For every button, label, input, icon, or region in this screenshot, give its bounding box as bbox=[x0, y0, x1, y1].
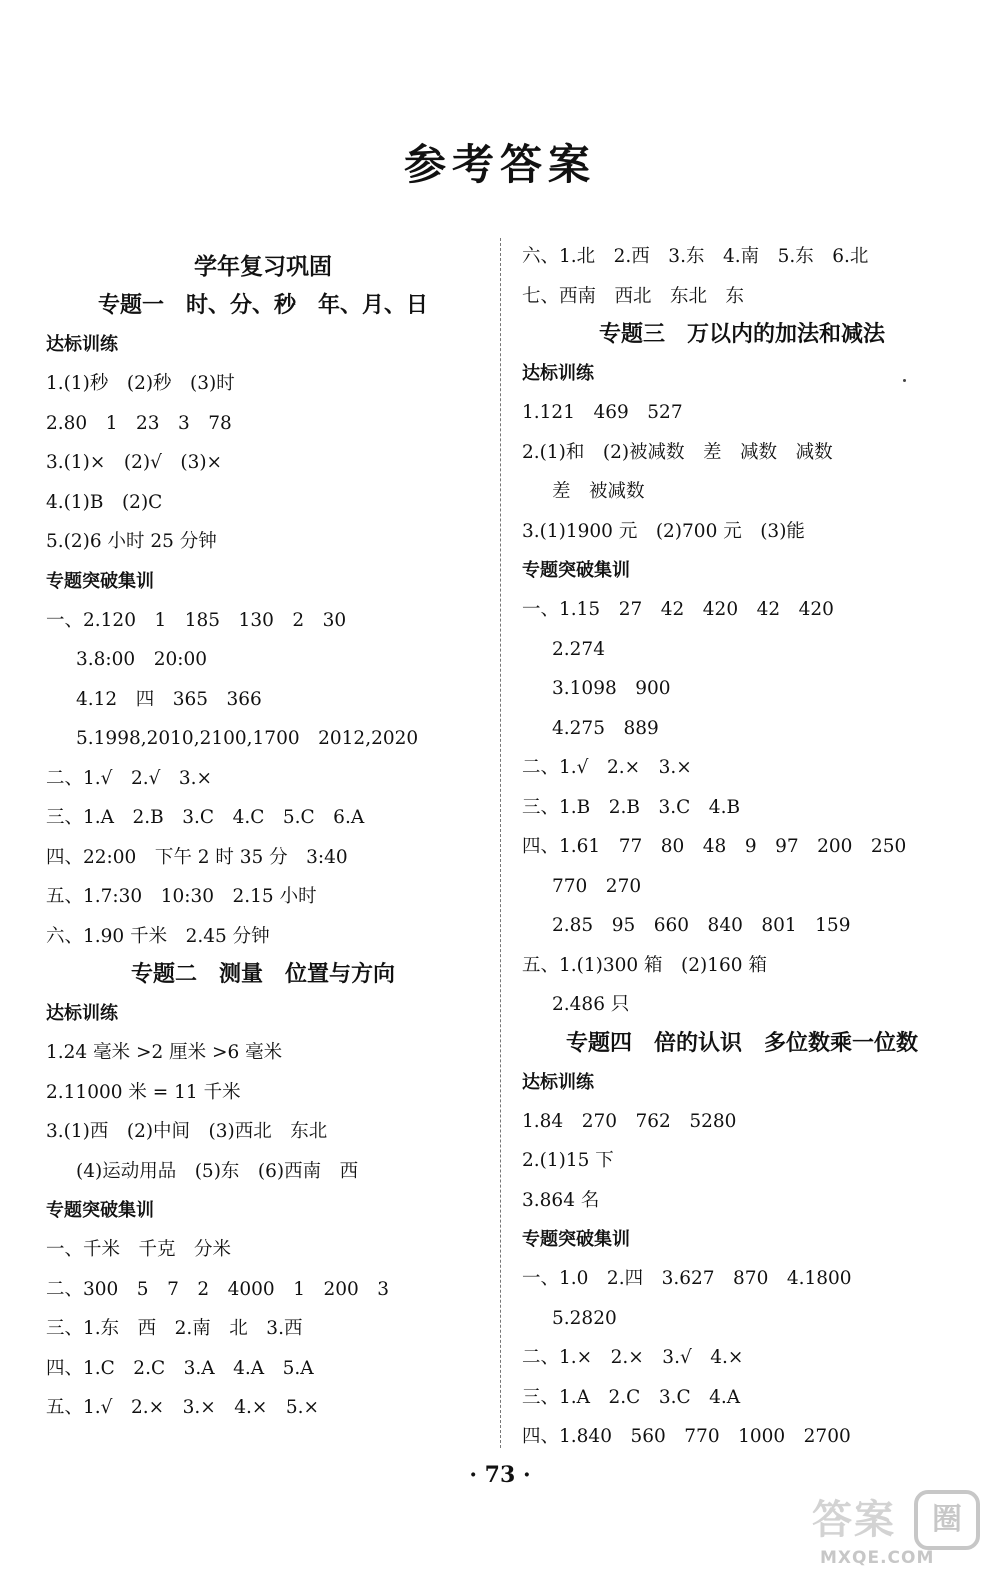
answer-line: 三、1.A 2.C 3.C 4.A bbox=[522, 1386, 741, 1408]
answer-line: (4)运动用品 (5)东 (6)西南 西 bbox=[76, 1160, 359, 1182]
answer-line: 1.84 270 762 5280 bbox=[522, 1110, 737, 1132]
answer-line: 二、1.× 2.× 3.√ 4.× bbox=[522, 1347, 744, 1368]
answer-line: 3.1098 900 bbox=[552, 678, 671, 699]
answer-line: 一、1.0 2.四 3.627 870 4.1800 bbox=[522, 1268, 852, 1289]
column-divider bbox=[500, 238, 501, 1448]
answer-line: 1.24 毫米 >2 厘米 >6 毫米 bbox=[46, 1042, 283, 1063]
answer-line: 六、1.北 2.西 3.东 4.南 5.东 6.北 bbox=[522, 246, 869, 267]
answer-line: 三、1.A 2.B 3.C 4.C 5.C 6.A bbox=[46, 807, 365, 828]
answer-line: 5.1998,2010,2100,1700 2012,2020 bbox=[76, 728, 419, 749]
answer-line: 一、1.15 27 42 420 42 420 bbox=[522, 599, 834, 620]
answer-line: 三、1.东 西 2.南 北 3.西 bbox=[46, 1318, 303, 1339]
answer-line: 2.(1)15 下 bbox=[522, 1150, 614, 1171]
topic-2-title: 专题二 测量 位置与方向 bbox=[130, 962, 395, 987]
answer-line: 六、1.90 千米 2.45 分钟 bbox=[46, 925, 270, 947]
answer-line: 七、西南 西北 东北 东 bbox=[522, 285, 745, 307]
answer-line: 770 270 bbox=[552, 875, 642, 897]
answer-line: 四、1.C 2.C 3.A 4.A 5.A bbox=[46, 1357, 314, 1379]
answer-line: 五、1.√ 2.× 3.× 4.× 5.× bbox=[46, 1397, 320, 1418]
answer-line: 五、1.7:30 10:30 2.15 小时 bbox=[46, 886, 317, 907]
answer-line: 五、1.(1)300 箱 (2)160 箱 bbox=[522, 954, 767, 976]
left-column bbox=[46, 235, 480, 1428]
answer-line: 5.2820 bbox=[552, 1307, 617, 1329]
answer-line: 二、1.√ 2.× 3.× bbox=[522, 757, 692, 778]
answer-line: 2.85 95 660 840 801 159 bbox=[552, 915, 851, 936]
answer-line: 3.864 名 bbox=[522, 1189, 600, 1211]
answer-line: 一、千米 千克 分米 bbox=[46, 1239, 232, 1260]
topic-4-title: 专题四 倍的认识 多位数乘一位数 bbox=[565, 1030, 918, 1056]
answer-line: 四、1.840 560 770 1000 2700 bbox=[522, 1426, 851, 1447]
answer-line: 2.486 只 bbox=[552, 994, 630, 1015]
topic-1-breakthrough-heading: 专题突破集训 bbox=[46, 570, 154, 592]
stray-dot-mark bbox=[903, 379, 906, 382]
answer-line: 二、1.√ 2.√ 3.× bbox=[46, 767, 213, 789]
answer-line: 5.(2)6 小时 25 分钟 bbox=[46, 531, 217, 552]
page-number: · 73 · bbox=[469, 1462, 531, 1488]
answer-line: 二、300 5 7 2 4000 1 200 3 bbox=[46, 1278, 390, 1300]
answer-line: 3.(1)西 (2)中间 (3)西北 东北 bbox=[46, 1121, 328, 1142]
answer-line: 1.(1)秒 (2)秒 (3)时 bbox=[46, 373, 235, 394]
right-column bbox=[522, 235, 962, 1457]
answer-line: 1.121 469 527 bbox=[522, 402, 683, 423]
answer-line: 差 被减数 bbox=[552, 481, 645, 502]
topic-2-breakthrough-heading: 专题突破集训 bbox=[46, 1200, 154, 1221]
answer-line: 3.(1)× (2)√ (3)× bbox=[46, 452, 223, 473]
answer-line: 2.274 bbox=[552, 638, 605, 660]
answer-line: 4.275 889 bbox=[552, 717, 659, 739]
answer-line: 2.80 1 23 3 78 bbox=[46, 412, 232, 434]
topic-2-practice-heading: 达标训练 bbox=[46, 1003, 118, 1024]
topic-1-practice-heading: 达标训练 bbox=[46, 334, 118, 355]
answer-line: 2.(1)和 (2)被减数 差 减数 减数 bbox=[522, 441, 833, 463]
page-title: 参考答案 bbox=[403, 140, 596, 189]
answer-line: 4.12 四 365 366 bbox=[76, 688, 262, 710]
answer-line: 三、1.B 2.B 3.C 4.B bbox=[522, 796, 741, 818]
section-title: 学年复习巩固 bbox=[194, 254, 332, 280]
answer-line: 四、1.61 77 80 48 9 97 200 250 bbox=[522, 836, 907, 857]
topic-3-title: 专题三 万以内的加法和减法 bbox=[598, 322, 885, 347]
topic-3-breakthrough-heading: 专题突破集训 bbox=[522, 560, 630, 581]
answer-line: 4.(1)B (2)C bbox=[46, 491, 163, 513]
watermark-logo bbox=[812, 1484, 980, 1574]
watermark-seal-icon: 圈 bbox=[914, 1490, 980, 1550]
topic-1-title: 专题一 时、分、秒 年、月、日 bbox=[97, 293, 428, 318]
topic-3-practice-heading: 达标训练 bbox=[522, 363, 594, 384]
answer-line: 2.11000 米 = 11 千米 bbox=[46, 1081, 241, 1103]
topic-4-practice-heading: 达标训练 bbox=[522, 1071, 594, 1093]
answer-line: 3.8:00 20:00 bbox=[76, 649, 208, 670]
answer-line: 一、2.120 1 185 130 2 30 bbox=[46, 609, 347, 631]
answer-line: 3.(1)1900 元 (2)700 元 (3)能 bbox=[522, 520, 805, 542]
topic-4-breakthrough-heading: 专题突破集训 bbox=[522, 1229, 630, 1250]
watermark-text: 答案 bbox=[812, 1497, 896, 1543]
watermark-site: MXQE.COM bbox=[820, 1548, 935, 1568]
answer-line: 四、22:00 下午 2 时 35 分 3:40 bbox=[46, 846, 348, 868]
